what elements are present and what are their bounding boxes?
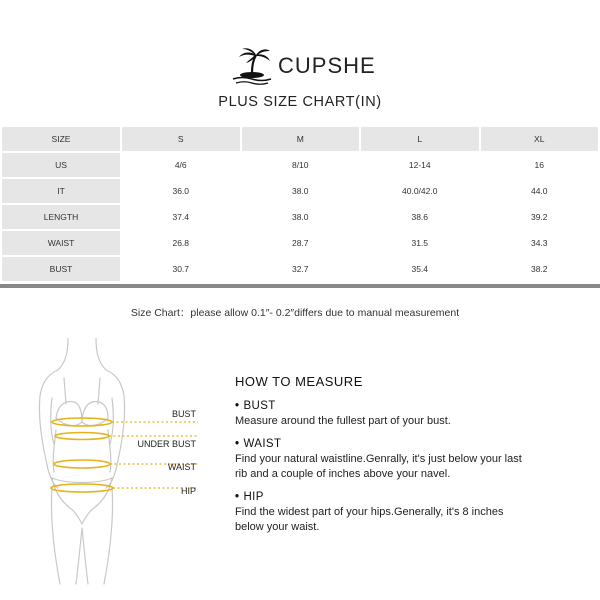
how-to-measure-section [235, 374, 595, 543]
measurement-note: Size Chart：please allow 0.1″- 0.2″differs due to manual measurement [130, 307, 460, 319]
table-row-label: IT [2, 179, 120, 203]
table-row-label: WAIST [2, 231, 120, 255]
table-cell: 38.6 [361, 205, 479, 229]
table-cell: 4/6 [122, 153, 240, 177]
page-title: PLUS SIZE CHART(IN) [218, 94, 382, 110]
table-header-cell: SIZE [2, 127, 120, 151]
measure-heading: BUST [243, 400, 276, 412]
table-header-cell: L [361, 127, 479, 151]
measure-description: rib and a couple of inches above your navel. [235, 468, 451, 480]
table-row-label: BUST [2, 257, 120, 281]
table-cell: 44.0 [481, 179, 599, 203]
table-cell: 38.0 [242, 179, 360, 203]
table-header-cell: M [242, 127, 360, 151]
table-row [2, 205, 598, 229]
body-measurement-figure [28, 338, 208, 588]
table-header-cell: XL [481, 127, 599, 151]
measure-item-bust [235, 399, 595, 429]
measure-description: Find the widest part of your hips.Generally, it's 8 inches [235, 506, 504, 518]
table-cell: 34.3 [481, 231, 599, 255]
table-cell: 16 [481, 153, 599, 177]
under-bust-label: UNDER BUST [137, 439, 196, 449]
palm-island-logo-icon [230, 46, 274, 86]
waist-label: WAIST [167, 462, 196, 472]
table-cell: 31.5 [361, 231, 479, 255]
table-cell: 39.2 [481, 205, 599, 229]
table-cell: 40.0/42.0 [361, 179, 479, 203]
table-cell: 28.7 [242, 231, 360, 255]
how-to-measure-title: HOW TO MEASURE [235, 374, 363, 389]
size-chart-table [0, 125, 600, 283]
bullet-icon: • [235, 491, 240, 503]
hip-label: HIP [180, 486, 196, 496]
table-cell: 36.0 [122, 179, 240, 203]
measure-description: Measure around the fullest part of your bust. [235, 415, 451, 427]
table-cell: 12-14 [361, 153, 479, 177]
table-row [2, 179, 598, 203]
table-cell: 38.2 [481, 257, 599, 281]
table-row-label: LENGTH [2, 205, 120, 229]
table-cell: 8/10 [242, 153, 360, 177]
table-cell: 26.8 [122, 231, 240, 255]
table-cell: 38.0 [242, 205, 360, 229]
brand-header [230, 46, 376, 86]
bust-label: BUST [171, 409, 196, 419]
table-cell: 30.7 [122, 257, 240, 281]
table-row [2, 231, 598, 255]
measure-description: Find your natural waistline.Genrally, it's just below your last [235, 453, 522, 465]
table-cell: 32.7 [242, 257, 360, 281]
table-row [2, 257, 598, 281]
bullet-icon: • [235, 438, 240, 450]
table-row [2, 153, 598, 177]
measure-item-waist [235, 437, 595, 482]
table-row-label: US [2, 153, 120, 177]
table-cell: 35.4 [361, 257, 479, 281]
table-header-cell: S [122, 127, 240, 151]
table-cell: 37.4 [122, 205, 240, 229]
measure-heading: WAIST [243, 438, 282, 450]
measure-heading: HIP [243, 491, 264, 503]
measure-description: below your waist. [235, 521, 320, 533]
brand-name: CUPSHE [278, 53, 376, 78]
table-bottom-rule [0, 284, 600, 288]
bullet-icon: • [235, 400, 240, 412]
measure-item-hip [235, 490, 595, 535]
table-header-row [2, 127, 598, 151]
